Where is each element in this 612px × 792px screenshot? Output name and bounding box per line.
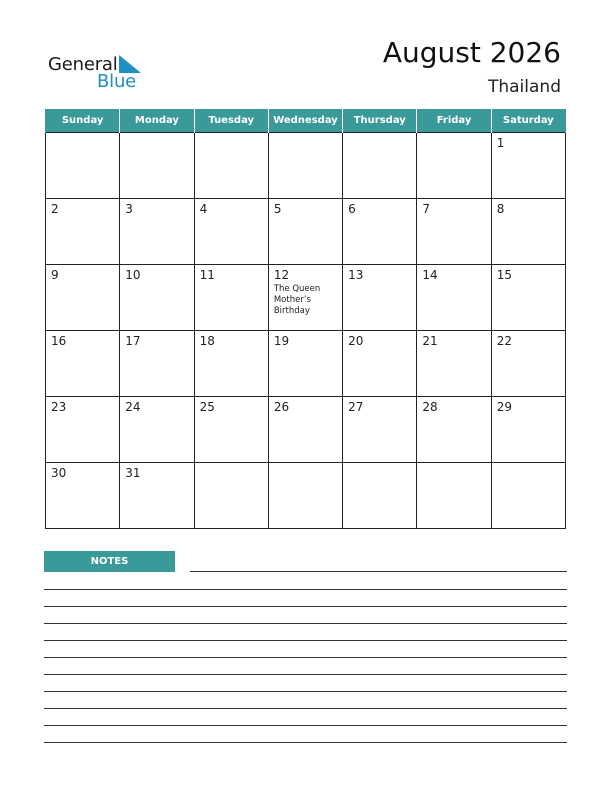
day-number: 17 (125, 334, 141, 348)
day-number: 20 (348, 334, 364, 348)
day-number: 11 (199, 268, 215, 282)
notes-rule-line (44, 708, 567, 709)
notes-rule-line (44, 725, 567, 726)
notes-rule-line (44, 742, 567, 743)
holiday-label: The Queen Mother’s Birthday (273, 284, 321, 316)
day-number: 26 (273, 400, 290, 414)
week-row (46, 397, 566, 463)
country-name: Thailand (487, 77, 561, 97)
day-number: 19 (273, 334, 290, 348)
day-cell (343, 265, 417, 331)
day-number: 16 (51, 334, 67, 348)
weekday-header: Friday (417, 109, 491, 133)
day-number: 25 (199, 400, 215, 414)
day-cell (491, 265, 565, 331)
weekday-header: Sunday (46, 109, 120, 133)
day-number: 18 (199, 334, 215, 348)
day-cell (194, 463, 268, 529)
day-cell (268, 133, 342, 199)
day-cell (491, 463, 565, 529)
day-number: 23 (51, 400, 67, 414)
calendar-grid (45, 109, 566, 529)
day-cell (343, 199, 417, 265)
day-number: 31 (125, 466, 141, 480)
day-number: 13 (348, 268, 364, 282)
day-cell (46, 133, 120, 199)
day-number: 9 (51, 268, 59, 282)
logo (48, 52, 158, 94)
day-cell (491, 397, 565, 463)
day-cell (120, 397, 194, 463)
notes-rule-line (44, 674, 567, 675)
day-cell (194, 133, 268, 199)
day-cell (46, 397, 120, 463)
day-number: 21 (422, 334, 438, 348)
day-cell (417, 199, 491, 265)
day-cell (120, 199, 194, 265)
day-cell (46, 199, 120, 265)
day-number: 5 (273, 202, 282, 216)
day-number: 30 (51, 466, 67, 480)
day-cell (343, 463, 417, 529)
week-row (46, 199, 566, 265)
day-cell (46, 331, 120, 397)
day-cell (120, 133, 194, 199)
week-row (46, 265, 566, 331)
day-cell (268, 463, 342, 529)
notes-rule-line (44, 657, 567, 658)
day-number: 28 (422, 400, 438, 414)
day-cell (46, 463, 120, 529)
weekday-header: Thursday (343, 109, 417, 133)
calendar-body (46, 133, 566, 529)
weekday-header: Saturday (491, 109, 565, 133)
day-number: 7 (422, 202, 431, 216)
day-cell (417, 331, 491, 397)
weekday-header: Wednesday (268, 109, 342, 133)
day-cell (46, 265, 120, 331)
day-number: 3 (125, 202, 133, 216)
day-number: 24 (125, 400, 141, 414)
week-row (46, 463, 566, 529)
day-number: 29 (496, 400, 512, 414)
day-cell (194, 397, 268, 463)
day-cell (120, 463, 194, 529)
day-number: 1 (496, 136, 505, 150)
day-number: 12 (273, 268, 290, 282)
week-row (46, 331, 566, 397)
day-cell (417, 133, 491, 199)
day-cell (343, 133, 417, 199)
notes-rule-line (44, 623, 567, 624)
day-number: 2 (51, 202, 59, 216)
day-cell (491, 133, 565, 199)
day-cell (194, 331, 268, 397)
day-number: 10 (125, 268, 141, 282)
day-cell (120, 331, 194, 397)
day-number: 8 (496, 202, 505, 216)
weekday-header: Monday (120, 109, 194, 133)
logo-word-general: General (48, 54, 118, 75)
day-cell (417, 397, 491, 463)
day-number: 27 (348, 400, 364, 414)
day-cell (417, 265, 491, 331)
notes-rule-line (44, 640, 567, 641)
notes-label: NOTES (44, 551, 175, 572)
day-number: 22 (496, 334, 512, 348)
day-cell (343, 331, 417, 397)
day-cell (120, 265, 194, 331)
day-cell (343, 397, 417, 463)
day-cell (268, 397, 342, 463)
day-cell (491, 199, 565, 265)
weekday-header-row (46, 109, 566, 133)
day-number: 4 (199, 202, 208, 216)
month-year-title: August 2026 (382, 36, 561, 69)
day-cell (268, 199, 342, 265)
day-number: 6 (348, 202, 356, 216)
logo-word-blue: Blue (97, 71, 137, 92)
week-row (46, 133, 566, 199)
notes-rule-line (44, 589, 567, 590)
day-cell (194, 199, 268, 265)
day-cell (194, 265, 268, 331)
weekday-header: Tuesday (194, 109, 268, 133)
day-cell (491, 331, 565, 397)
day-cell (268, 265, 342, 331)
notes-rule-line (44, 606, 567, 607)
day-number: 14 (422, 268, 438, 282)
day-number: 15 (496, 268, 512, 282)
notes-rule-line (44, 691, 567, 692)
day-cell (417, 463, 491, 529)
notes-rule-line (190, 571, 567, 572)
day-cell (268, 331, 342, 397)
